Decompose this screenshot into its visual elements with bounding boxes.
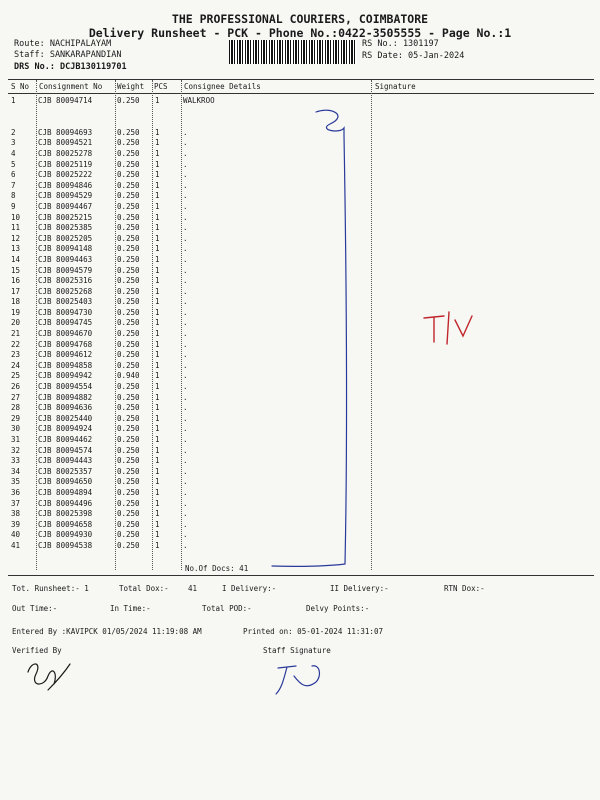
runsheet-subtitle: Delivery Runsheet - PCK - Phone No.:0422-3505555 - Page No.:1 bbox=[88, 26, 512, 40]
row-pcs: 1 bbox=[155, 435, 160, 444]
row-weight: 0.250 bbox=[117, 530, 140, 540]
row-consignee-details: . bbox=[183, 466, 188, 476]
row-consignment-no: CJB 80094521 bbox=[38, 138, 93, 148]
row-pcs: 1 bbox=[155, 392, 160, 402]
row-weight: 0.250 bbox=[117, 244, 140, 254]
row-consignment-no: CJB 80025222 bbox=[38, 170, 93, 180]
row-pcs: 1 bbox=[155, 413, 160, 423]
row-consignment-no: CJB 80094467 bbox=[38, 201, 93, 211]
row-consignment-no: CJB 80025440 bbox=[38, 413, 93, 423]
row-pcs: 1 bbox=[155, 148, 160, 158]
row-consignee-details: . bbox=[183, 127, 188, 137]
row-pcs: 1 bbox=[155, 138, 160, 148]
row-sno: 23 bbox=[11, 350, 21, 360]
staff-label: Staff: SANKARAPANDIAN bbox=[14, 50, 122, 60]
row-consignee-details: . bbox=[183, 159, 188, 169]
row-sno: 18 bbox=[11, 297, 21, 307]
row-consignment-no: CJB 80094443 bbox=[38, 456, 93, 466]
row-weight: 0.250 bbox=[117, 329, 140, 339]
row-pcs: 1 bbox=[155, 371, 160, 381]
row-weight: 0.250 bbox=[117, 159, 140, 169]
row-sno: 41 bbox=[11, 540, 21, 550]
row-sno: 24 bbox=[11, 360, 21, 370]
row-pcs: 1 bbox=[155, 477, 160, 487]
row-consignee-details: . bbox=[183, 360, 188, 370]
drs-number: DRS No.: DCJB130119701 bbox=[14, 62, 127, 72]
row-pcs: 1 bbox=[155, 297, 160, 307]
row-consignee-details: . bbox=[183, 212, 188, 222]
row-weight: 0.250 bbox=[117, 212, 140, 222]
row-consignee-details: . bbox=[183, 487, 188, 497]
row-weight: 0.250 bbox=[117, 413, 140, 423]
row-sno: 25 bbox=[11, 371, 21, 381]
row-consignment-no: CJB 80094942 bbox=[38, 371, 93, 381]
row-weight: 0.250 bbox=[117, 276, 140, 286]
row-pcs: 1 bbox=[155, 244, 160, 254]
rtn-dox: RTN Dox:- bbox=[444, 584, 485, 593]
row-consignee-details: . bbox=[183, 392, 188, 402]
row-weight: 0.250 bbox=[117, 148, 140, 158]
row-consignment-no: CJB 80025205 bbox=[38, 233, 93, 243]
row-sno: 37 bbox=[11, 498, 21, 508]
row-consignee-details: . bbox=[183, 540, 188, 550]
row-weight: 0.250 bbox=[117, 392, 140, 402]
row-consignment-no: CJB 80094714 bbox=[38, 96, 93, 105]
row-sno: 40 bbox=[11, 530, 21, 540]
row-pcs: 1 bbox=[155, 233, 160, 243]
row-consignee-details: . bbox=[183, 254, 188, 264]
row-consignee-details: . bbox=[183, 148, 188, 158]
row-weight: 0.250 bbox=[117, 191, 140, 201]
row-sno: 30 bbox=[11, 424, 21, 434]
row-pcs: 1 bbox=[155, 223, 160, 233]
verified-by-signature bbox=[28, 664, 70, 690]
row-consignment-no: CJB 80025398 bbox=[38, 509, 93, 519]
total-pod: Total POD:- bbox=[202, 604, 252, 613]
row-sno: 6 bbox=[11, 170, 16, 180]
row-pcs: 1 bbox=[155, 350, 160, 360]
row-consignee-details: . bbox=[183, 265, 188, 275]
row-consignee-details: . bbox=[183, 477, 188, 487]
row-sno: 9 bbox=[11, 201, 16, 211]
row-weight: 0.250 bbox=[117, 350, 140, 360]
row-pcs: 1 bbox=[155, 191, 160, 201]
row-sno: 28 bbox=[11, 403, 21, 413]
row-weight: 0.250 bbox=[117, 339, 140, 349]
row-sno: 39 bbox=[11, 519, 21, 529]
total-dox-value: 41 bbox=[188, 584, 198, 593]
delvy-points: Delvy Points:- bbox=[306, 604, 370, 613]
row-weight: 0.250 bbox=[117, 498, 140, 508]
row-weight: 0.250 bbox=[117, 286, 140, 296]
row-sno: 12 bbox=[11, 233, 21, 243]
row-sno: 20 bbox=[11, 318, 21, 328]
staff-signature bbox=[276, 666, 319, 694]
row-sno: 17 bbox=[11, 286, 21, 296]
row-sno: 13 bbox=[11, 244, 21, 254]
row-consignment-no: CJB 80094745 bbox=[38, 318, 93, 328]
row-consignee-details: . bbox=[183, 138, 188, 148]
row-consignee-details: . bbox=[183, 244, 188, 254]
row-pcs: 1 bbox=[155, 403, 160, 413]
row-sno: 31 bbox=[11, 435, 21, 444]
col-header-pcs: PCS bbox=[154, 82, 168, 91]
row-consignee-details: . bbox=[183, 509, 188, 519]
row-pcs: 1 bbox=[155, 96, 160, 105]
row-pcs: 1 bbox=[155, 307, 160, 317]
row-sno: 3 bbox=[11, 138, 16, 148]
row-pcs: 1 bbox=[155, 180, 160, 190]
row-sno: 11 bbox=[11, 223, 21, 233]
row-weight: 0.250 bbox=[117, 466, 140, 476]
row-pcs: 1 bbox=[155, 456, 160, 466]
in-time: In Time:- bbox=[110, 604, 151, 613]
row-sno: 35 bbox=[11, 477, 21, 487]
row-weight: 0.250 bbox=[117, 382, 140, 392]
col-header-weight: Weight bbox=[117, 82, 145, 91]
row-weight: 0.250 bbox=[117, 138, 140, 148]
row-pcs: 1 bbox=[155, 424, 160, 434]
row-consignee-details: . bbox=[183, 180, 188, 190]
row-weight: 0.250 bbox=[117, 424, 140, 434]
row-consignee-details: . bbox=[183, 498, 188, 508]
row-weight: 0.250 bbox=[117, 297, 140, 307]
row-consignment-no: CJB 80094858 bbox=[38, 360, 93, 370]
row-pcs: 1 bbox=[155, 519, 160, 529]
row-pcs: 1 bbox=[155, 170, 160, 180]
row-weight: 0.250 bbox=[117, 540, 140, 550]
row-consignment-no: CJB 80094768 bbox=[38, 339, 93, 349]
row-pcs: 1 bbox=[155, 540, 160, 550]
row-consignee-details: . bbox=[183, 413, 188, 423]
row-consignee-details: . bbox=[183, 445, 188, 455]
row-consignee-details: . bbox=[183, 371, 188, 381]
row-sno: 4 bbox=[11, 148, 16, 158]
ii-delivery: II Delivery:- bbox=[330, 584, 389, 593]
row-pcs: 1 bbox=[155, 254, 160, 264]
row-weight: 0.250 bbox=[117, 127, 140, 137]
row-consignment-no: CJB 80025119 bbox=[38, 159, 93, 169]
row-weight: 0.250 bbox=[117, 180, 140, 190]
row-consignee-details: . bbox=[183, 307, 188, 317]
row-pcs: 1 bbox=[155, 487, 160, 497]
i-delivery: I Delivery:- bbox=[222, 584, 277, 593]
row-pcs: 1 bbox=[155, 466, 160, 476]
entered-by: Entered By :KAVIPCK 01/05/2024 11:19:08 AM bbox=[12, 627, 202, 636]
row-consignment-no: CJB 80025215 bbox=[38, 212, 93, 222]
col-header-signature: Signature bbox=[375, 82, 416, 91]
row-sno: 2 bbox=[11, 127, 16, 137]
row-consignment-no: CJB 80094496 bbox=[38, 498, 93, 508]
row-pcs: 1 bbox=[155, 265, 160, 275]
row-weight: 0.250 bbox=[117, 265, 140, 275]
row-consignment-no: CJB 80094924 bbox=[38, 424, 93, 434]
row-sno: 36 bbox=[11, 487, 21, 497]
row-consignment-no: CJB 80094650 bbox=[38, 477, 93, 487]
row-weight: 0.250 bbox=[117, 519, 140, 529]
row-consignee-details: . bbox=[183, 530, 188, 540]
row-consignment-no: CJB 80025357 bbox=[38, 466, 93, 476]
row-weight: 0.250 bbox=[117, 254, 140, 264]
row-pcs: 1 bbox=[155, 382, 160, 392]
row-consignee-details: . bbox=[183, 435, 188, 444]
row-sno: 5 bbox=[11, 159, 16, 169]
row-consignment-no: CJB 80094930 bbox=[38, 530, 93, 540]
row-consignment-no: CJB 80094579 bbox=[38, 265, 93, 275]
company-title: THE PROFESSIONAL COURIERS, COIMBATORE bbox=[171, 12, 429, 26]
row-consignment-no: CJB 80094529 bbox=[38, 191, 93, 201]
row-consignment-no: CJB 80094670 bbox=[38, 329, 93, 339]
row-consignment-no: CJB 80025278 bbox=[38, 148, 93, 158]
row-pcs: 1 bbox=[155, 360, 160, 370]
row-sno: 22 bbox=[11, 339, 21, 349]
row-consignee-details: . bbox=[183, 519, 188, 529]
row-sno: 33 bbox=[11, 456, 21, 466]
row-consignment-no: CJB 80025385 bbox=[38, 223, 93, 233]
row-pcs: 1 bbox=[155, 329, 160, 339]
row-consignee-details: . bbox=[183, 339, 188, 349]
row-consignee-details: . bbox=[183, 382, 188, 392]
route-label: Route: NACHIPALAYAM bbox=[14, 39, 112, 49]
row-consignee-details: . bbox=[183, 201, 188, 211]
no-of-docs: No.Of Docs: 41 bbox=[185, 564, 249, 573]
row-consignee-details: WALKROO bbox=[183, 96, 215, 105]
row-pcs: 1 bbox=[155, 339, 160, 349]
row-consignment-no: CJB 80094730 bbox=[38, 307, 93, 317]
row-consignment-no: CJB 80094894 bbox=[38, 487, 93, 497]
row-consignee-details: . bbox=[183, 318, 188, 328]
row-weight: 0.250 bbox=[117, 307, 140, 317]
row-pcs: 1 bbox=[155, 318, 160, 328]
row-consignee-details: . bbox=[183, 424, 188, 434]
col-header-details: Consignee Details bbox=[184, 82, 261, 91]
row-weight: 0.250 bbox=[117, 435, 140, 444]
row-weight: 0.250 bbox=[117, 223, 140, 233]
row-sno: 1 bbox=[11, 96, 16, 105]
col-header-consignment: Consignment No bbox=[39, 82, 103, 91]
row-sno: 14 bbox=[11, 254, 21, 264]
row-pcs: 1 bbox=[155, 201, 160, 211]
rs-date: RS Date: 05-Jan-2024 bbox=[362, 51, 465, 61]
row-consignment-no: CJB 80094636 bbox=[38, 403, 93, 413]
row-weight: 0.250 bbox=[117, 201, 140, 211]
row-sno: 10 bbox=[11, 212, 21, 222]
row-sno: 21 bbox=[11, 329, 21, 339]
row-pcs: 1 bbox=[155, 212, 160, 222]
printed-on: Printed on: 05-01-2024 11:31:07 bbox=[243, 627, 383, 636]
row-consignee-details: . bbox=[183, 297, 188, 307]
row-consignee-details: . bbox=[183, 170, 188, 180]
bracket-stroke bbox=[272, 110, 347, 566]
row-weight: 0.250 bbox=[117, 360, 140, 370]
row-sno: 26 bbox=[11, 382, 21, 392]
row-consignment-no: CJB 80094554 bbox=[38, 382, 93, 392]
row-sno: 32 bbox=[11, 445, 21, 455]
row-pcs: 1 bbox=[155, 286, 160, 296]
row-weight: 0.250 bbox=[117, 96, 140, 105]
row-weight: 0.250 bbox=[117, 233, 140, 243]
row-sno: 8 bbox=[11, 191, 16, 201]
row-consignment-no: CJB 80094846 bbox=[38, 180, 93, 190]
row-consignment-no: CJB 80094463 bbox=[38, 254, 93, 264]
row-consignee-details: . bbox=[183, 233, 188, 243]
col-header-sno: S No bbox=[11, 82, 30, 91]
row-sno: 34 bbox=[11, 466, 21, 476]
row-consignment-no: CJB 80025403 bbox=[38, 297, 93, 307]
row-pcs: 1 bbox=[155, 159, 160, 169]
rs-number: RS No.: 1301197 bbox=[362, 39, 439, 49]
row-weight: 0.250 bbox=[117, 509, 140, 519]
row-weight: 0.250 bbox=[117, 318, 140, 328]
row-pcs: 1 bbox=[155, 498, 160, 508]
row-consignee-details: . bbox=[183, 456, 188, 466]
row-sno: 7 bbox=[11, 180, 16, 190]
row-weight: 0.250 bbox=[117, 403, 140, 413]
row-pcs: 1 bbox=[155, 530, 160, 540]
row-consignee-details: . bbox=[183, 403, 188, 413]
row-sno: 16 bbox=[11, 276, 21, 286]
row-sno: 38 bbox=[11, 509, 21, 519]
row-consignment-no: CJB 80094462 bbox=[38, 435, 93, 444]
row-consignment-no: CJB 80094612 bbox=[38, 350, 93, 360]
row-sno: 29 bbox=[11, 413, 21, 423]
row-weight: 0.250 bbox=[117, 445, 140, 455]
row-pcs: 1 bbox=[155, 276, 160, 286]
tv-annotation bbox=[424, 312, 472, 344]
row-consignment-no: CJB 80025316 bbox=[38, 276, 93, 286]
row-consignment-no: CJB 80094658 bbox=[38, 519, 93, 529]
row-pcs: 1 bbox=[155, 509, 160, 519]
row-weight: 0.940 bbox=[117, 371, 140, 381]
row-pcs: 1 bbox=[155, 127, 160, 137]
row-sno: 15 bbox=[11, 265, 21, 275]
row-consignee-details: . bbox=[183, 286, 188, 296]
row-consignment-no: CJB 80094882 bbox=[38, 392, 93, 402]
verified-by-label: Verified By bbox=[12, 646, 62, 655]
row-consignee-details: . bbox=[183, 191, 188, 201]
row-weight: 0.250 bbox=[117, 456, 140, 466]
row-weight: 0.250 bbox=[117, 170, 140, 180]
row-sno: 27 bbox=[11, 392, 21, 402]
row-consignee-details: . bbox=[183, 350, 188, 360]
staff-signature-label: Staff Signature bbox=[263, 646, 331, 655]
row-consignment-no: CJB 80094148 bbox=[38, 244, 93, 254]
row-consignment-no: CJB 80094693 bbox=[38, 127, 93, 137]
row-sno: 19 bbox=[11, 307, 21, 317]
row-consignment-no: CJB 80094574 bbox=[38, 445, 93, 455]
row-weight: 0.250 bbox=[117, 487, 140, 497]
row-consignee-details: . bbox=[183, 223, 188, 233]
row-consignment-no: CJB 80025268 bbox=[38, 286, 93, 296]
row-consignment-no: CJB 80094538 bbox=[38, 540, 93, 550]
row-weight: 0.250 bbox=[117, 477, 140, 487]
tot-runsheet: Tot. Runsheet:- 1 bbox=[12, 584, 89, 593]
row-consignee-details: . bbox=[183, 329, 188, 339]
total-dox-label: Total Dox:- bbox=[119, 584, 169, 593]
out-time: Out Time:- bbox=[12, 604, 58, 613]
row-pcs: 1 bbox=[155, 445, 160, 455]
row-consignee-details: . bbox=[183, 276, 188, 286]
